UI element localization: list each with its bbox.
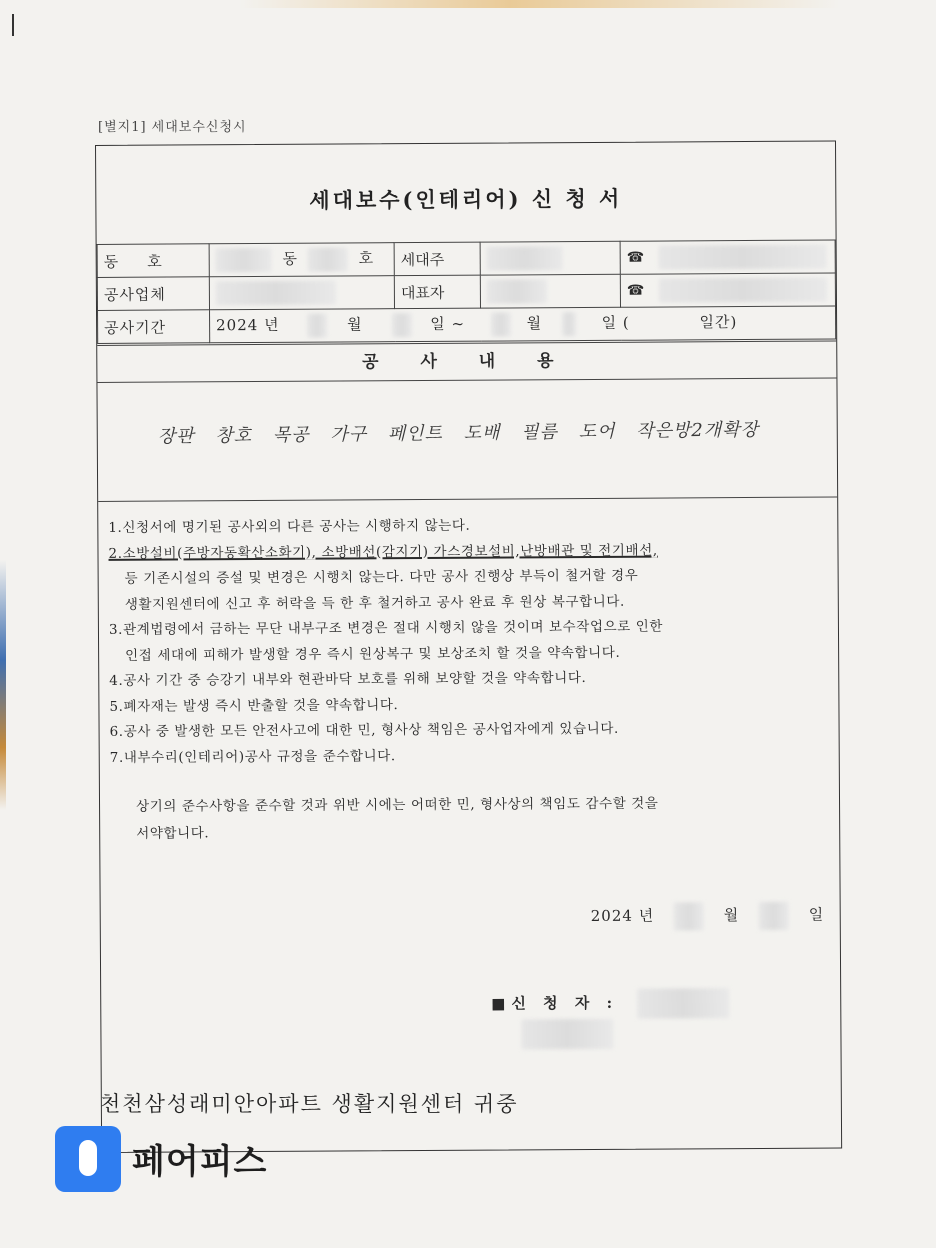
dongho-value [209,243,394,277]
rule-item: 4.공사 기간 중 승강기 내부와 현관바닥 보호를 위해 보양할 것을 약속합니다. [109,670,587,689]
date-year: 2024 년 [590,906,655,925]
logo-pill [79,1140,97,1176]
ho-suffix: 호 [358,249,374,268]
application-form [95,140,842,1153]
day-paren: 일 ( [601,313,630,332]
redacted-contractor [216,281,336,306]
rule-item: 생활지원센터에 신고 후 허락을 득 한 후 철거하고 공사 완료 후 원상 복구합니다. [124,593,625,613]
contractor-value [209,276,394,310]
table-row [97,240,835,278]
redacted-householder [487,246,563,270]
redacted-date-month [674,902,704,930]
redacted-phone [659,245,827,270]
representative-phone [620,273,835,307]
corner-mark [12,14,14,36]
householder-phone [620,240,835,274]
month-suffix-2: 월 [526,314,543,333]
pairpiece-logo-icon [55,1126,121,1192]
form-title: 세대보수(인테리어) 신 청 서 [309,185,623,213]
householder-label: 세대주 [394,242,480,276]
redacted-applicant-name [637,988,729,1019]
phone-icon: ☎ [626,249,645,266]
redacted-month-start [307,314,327,338]
redacted-day-end [562,312,576,336]
days-total: 일간) [699,313,738,332]
rule-item: 6.공사 중 발생한 모든 안전사고에 대한 민, 형사상 책임은 공사업자에게 있습니다. [109,720,619,740]
applicant-line [491,987,840,1049]
rule-item: 인접 세대에 피해가 발생할 경우 즉시 원상복구 및 보상조치 할 것을 약속합니다. [125,644,621,664]
signature-date [591,902,825,931]
table-row [98,306,836,344]
representative-label: 대표자 [394,275,480,309]
work-content-text: 장판 창호 목공 가구 페인트 도배 필름 도어 작은방2개확장 [157,419,760,448]
applicant-label: ■신 청 자 : [491,993,619,1013]
period-label: 공사기간 [98,310,210,344]
rule-item: 3.관계법령에서 금하는 무단 내부구조 변경은 절대 시행치 않을 것이며 보수작업으로 인한 [108,618,664,638]
rule-item: 7.내부수리(인테리어)공사 규정을 준수합니다. [109,747,396,766]
contractor-label: 공사업체 [97,277,209,311]
month-suffix: 월 [347,315,363,334]
rule-item: 1.신청서에 명기된 공사외의 다른 공사는 시행하지 않는다. [108,517,471,536]
rules-list [108,512,830,771]
householder-value [480,241,620,275]
work-content-area [97,376,837,502]
table-row [97,273,835,311]
pledge-text [136,790,826,848]
redacted-month-end [491,312,511,336]
pledge-line: 서약합니다. [136,825,210,842]
representative-value [480,274,620,308]
rule-item: 5.폐자재는 발생 즉시 반출할 것을 약속합니다. [109,696,399,715]
watermark-text: 페어피스 [132,1142,268,1182]
redacted-applicant-signature [521,1019,613,1050]
rule-item: 2.소방설비(주방자동확산소화기), 소방배선(감지기) 가스경보설비,난방배관 및 전기배선, [108,542,658,562]
info-table [97,239,837,344]
rule-item: 등 기존시설의 증설 및 변경은 시행치 않는다. 다만 공사 진행상 부득이 철거할 경우 [124,567,639,587]
pledge-line: 상기의 준수사항을 준수할 것과 위반 시에는 어떠한 민, 형사상의 책임도 감수할 것을 [135,795,659,815]
period-value [210,306,836,343]
date-month: 월 [723,906,740,925]
redacted-ho [308,247,348,271]
redacted-phone [659,278,827,303]
work-content-heading: 공 사 내 용 [97,340,836,383]
phone-icon: ☎ [626,282,645,299]
redacted-date-day [759,902,789,930]
annex-label: [별지1] 세대보수신청시 [98,120,247,135]
dongho-label: 동 호 [97,244,209,278]
redacted-representative [487,279,547,303]
date-day: 일 [808,905,825,924]
photo-edge-artifact [0,560,6,810]
redacted-dong [216,248,272,272]
addressee: 천천삼성래미안아파트 생활지원센터 귀중 [100,1092,519,1116]
dong-suffix: 동 [282,249,298,268]
day-suffix: 일 ~ [430,314,466,333]
paper-stain [240,0,840,8]
period-year: 2024 년 [216,315,280,335]
redacted-day-start [392,313,412,337]
